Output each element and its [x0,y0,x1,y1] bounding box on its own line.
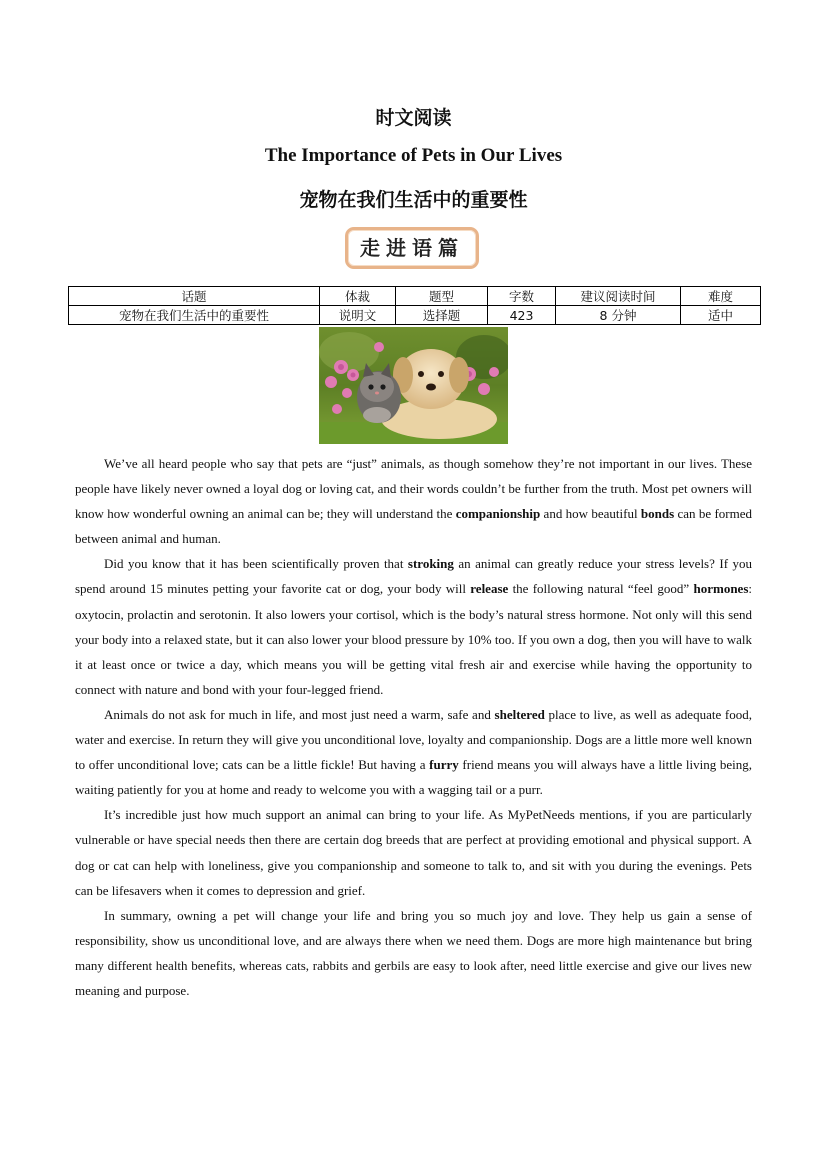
table-header-row [69,287,761,306]
keyword-release: release [470,581,509,597]
paragraph-text: friend means you will always have a little living being, waiting patiently for you at home and ready to welcome you with a wagging tail or a purr. [75,757,752,798]
keyword-hormones: hormones [693,581,749,597]
pets-photo [319,327,508,444]
keyword-bonds: bonds [640,506,675,522]
keyword-furry: furry [429,757,459,773]
paragraph-text: Did you know that it has been scientifically proven that [104,556,408,572]
paragraph-text: an animal can greatly reduce your stress levels? If you spend around 15 minutes petting your favorite cat or dog, your body will [75,556,752,597]
header-reading-time: 建议阅读时间 [556,287,681,306]
page-title: The Importance of Pets in Our Lives [264,145,563,166]
paragraph-text: the following natural “feel good” [508,581,694,597]
paragraph-text: can be formed between animal and human. [75,506,752,547]
paragraph-text: : oxytocin, prolactin and serotonin. It also lowers your cortisol, which is the body’s natural stress hormone. Not only will this send your body into a relaxed state, but it can also lower your blood pressure by 10% too. If you own a dog, then you will have to walk it at least once or twice a day, which means you will be getting vital fresh air and exercise while having the opportunity to connect with nature and bond with your four-legged friend. [75,581,752,697]
header-genre: 体裁 [320,287,396,306]
header-topic: 话题 [69,287,320,306]
keyword-sheltered: sheltered [494,706,545,722]
cell-word-count: 423 [488,306,556,325]
section-label: 时文阅读 [375,107,452,129]
keyword-stroking: stroking [407,556,454,572]
keyword-companionship: companionship [455,506,541,522]
article-body [75,451,752,1003]
cell-genre: 说明文 [320,306,396,325]
section-badge: 走进语篇 [345,227,479,269]
paragraph-text: and how beautiful [540,506,641,522]
paragraph-3 [75,702,752,802]
paragraph-4: It’s incredible just how much support an animal can bring to your life. As MyPetNeeds mentions, if you are particularly vulnerable or have special needs then there are certain dog breeds that are perfect at providing emotional and physical support. A dog or cat can help with loneliness, give you companionship and someone to talk to, and sit with you during the evenings. Pets can be lifesavers when it comes to depression and grief. [75,807,752,898]
info-table [68,286,761,325]
table-row [69,306,761,325]
paragraph-text: We’ve all heard people who say that pets are “just” animals, as though somehow they’re not important in our lives. These people have likely never owned a loyal dog or loving cat, and their words couldn’t be further from the truth. Most pet owners will know how wonderful owning an animal can be; they will understand the [75,456,752,522]
cell-topic: 宠物在我们生活中的重要性 [69,306,320,325]
paragraph-1 [75,451,752,551]
header-question-type: 题型 [396,287,488,306]
header-difficulty: 难度 [681,287,761,306]
paragraph-text: place to live, as well as adequate food, water and exercise. In return they will give you unconditional love, loyalty and companionship. Dogs are a little more well known to offer unconditional love; cats can be a little fickle! But having a [75,706,752,773]
cell-reading-time: 8 分钟 [556,306,681,325]
header-word-count: 字数 [488,287,556,306]
paragraph-5: In summary, owning a pet will change your life and bring you so much joy and love. They help us gain a sense of responsibility, show us unconditional love, and are always there when we need them. Dogs are more high maintenance but bring many different health benefits, whereas cats, rabbits and gerbils are easy to look after, need little exercise and give our lives new meaning and purpose. [75,907,752,998]
paragraph-2 [75,551,752,702]
paragraph-text: Animals do not ask for much in life, and most just need a warm, safe and [104,706,495,722]
cell-question-type: 选择题 [396,306,488,325]
page-subtitle: 宠物在我们生活中的重要性 [299,189,528,211]
cell-difficulty: 适中 [681,306,761,325]
